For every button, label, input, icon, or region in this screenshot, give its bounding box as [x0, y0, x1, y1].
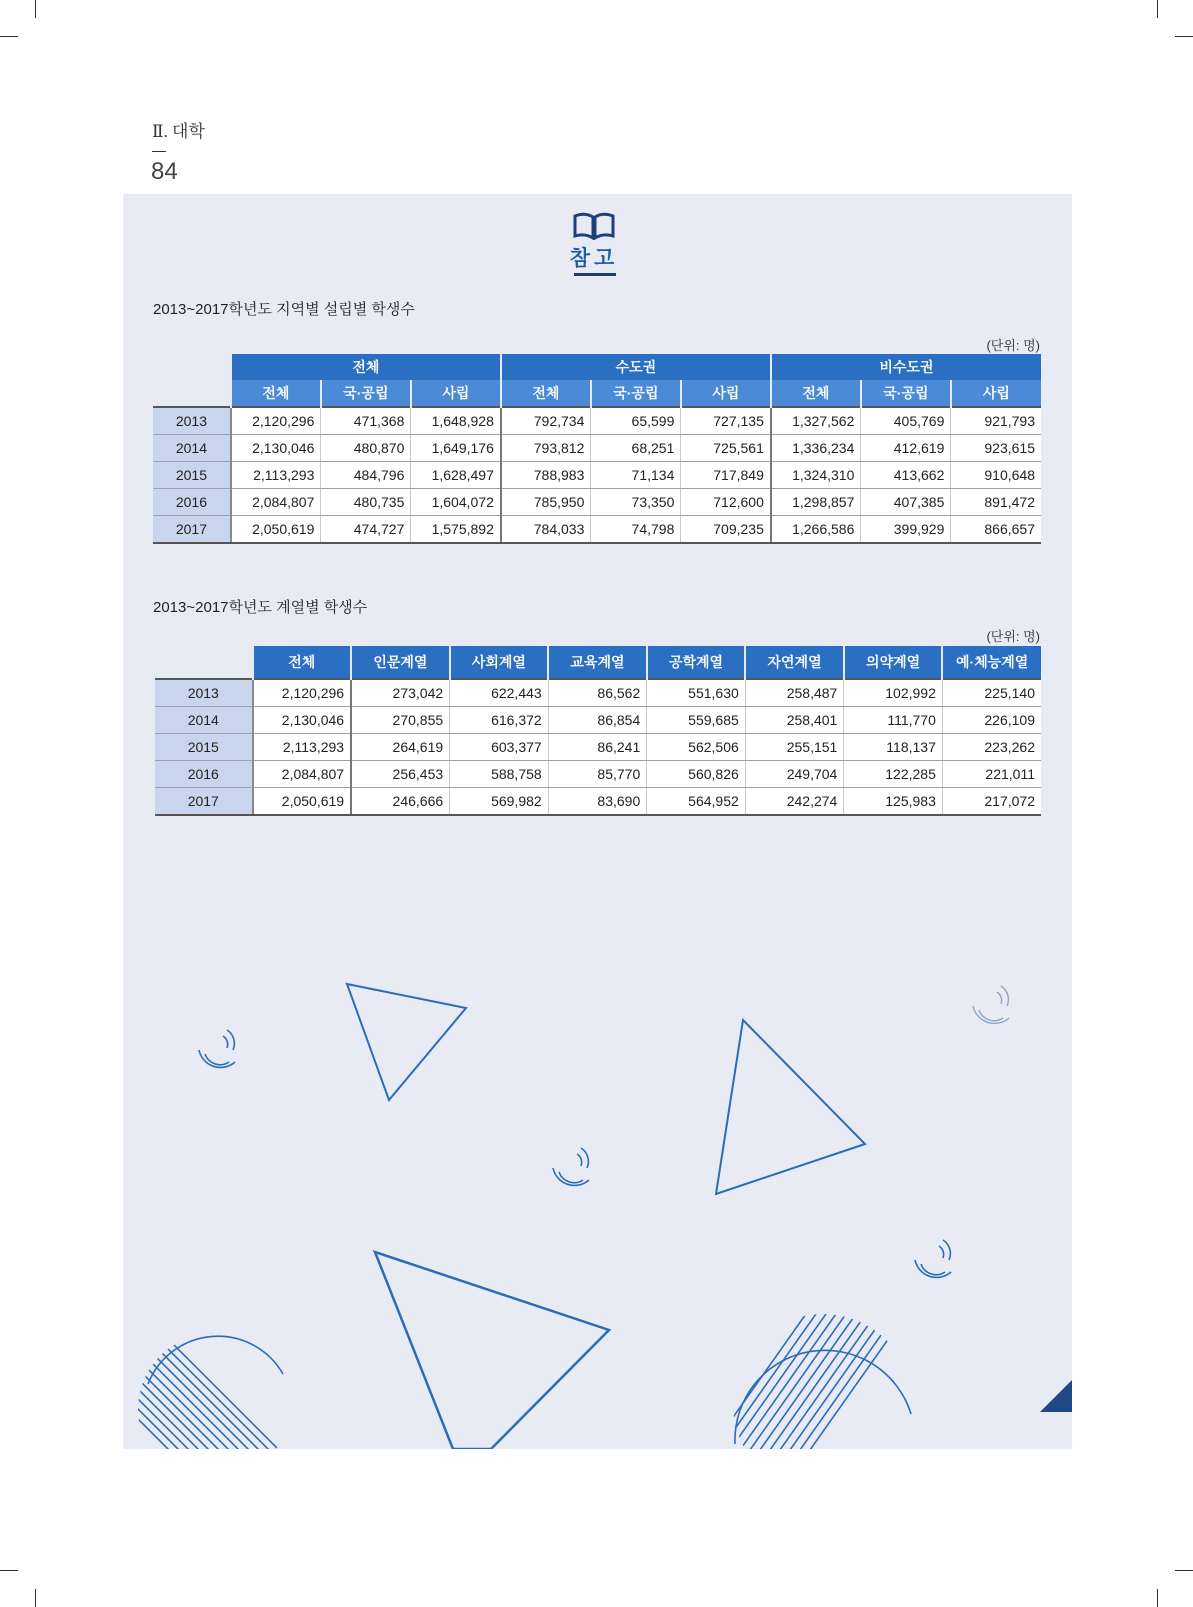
- spiral-arcs: [199, 1030, 235, 1067]
- value-cell: 2,084,807: [253, 761, 352, 788]
- table1-unit: (단위: 명): [986, 338, 1040, 353]
- spiral-arcs: [553, 1148, 589, 1185]
- value-cell: 405,769: [861, 407, 951, 435]
- value-cell: 921,793: [951, 407, 1041, 435]
- value-cell: 86,241: [548, 734, 647, 761]
- value-cell: 1,266,586: [771, 516, 861, 544]
- page-number: 84: [151, 158, 178, 185]
- value-cell: 1,327,562: [771, 407, 861, 435]
- sub-header: 국·공립: [591, 380, 681, 407]
- value-cell: 68,251: [591, 435, 681, 462]
- value-cell: 1,628,497: [411, 462, 501, 489]
- value-cell: 118,137: [844, 734, 943, 761]
- value-cell: 226,109: [942, 707, 1041, 734]
- value-cell: 2,113,293: [253, 734, 352, 761]
- circle-outline: [735, 1350, 911, 1444]
- chapter-label: Ⅱ. 대학: [152, 122, 205, 141]
- value-cell: 471,368: [321, 407, 411, 435]
- year-cell: 2014: [153, 435, 231, 462]
- year-cell: 2013: [155, 679, 253, 707]
- value-cell: 249,704: [745, 761, 844, 788]
- value-cell: 217,072: [942, 788, 1041, 816]
- value-cell: 616,372: [450, 707, 549, 734]
- value-cell: 569,982: [450, 788, 549, 816]
- value-cell: 725,561: [681, 435, 771, 462]
- value-cell: 65,599: [591, 407, 681, 435]
- value-cell: 560,826: [647, 761, 746, 788]
- value-cell: 788,983: [501, 462, 591, 489]
- value-cell: 2,120,296: [253, 679, 352, 707]
- value-cell: 258,401: [745, 707, 844, 734]
- crop-mark: [1175, 1570, 1193, 1571]
- value-cell: 785,950: [501, 489, 591, 516]
- value-cell: 125,983: [844, 788, 943, 816]
- value-cell: 1,649,176: [411, 435, 501, 462]
- crop-mark: [1157, 0, 1158, 18]
- column-header: 인문계열: [351, 646, 450, 679]
- value-cell: 1,298,857: [771, 489, 861, 516]
- reference-label: 참고: [569, 247, 619, 270]
- value-cell: 588,758: [450, 761, 549, 788]
- value-cell: 709,235: [681, 516, 771, 544]
- value-cell: 86,562: [548, 679, 647, 707]
- value-cell: 1,648,928: [411, 407, 501, 435]
- value-cell: 83,690: [548, 788, 647, 816]
- value-cell: 1,336,234: [771, 435, 861, 462]
- year-cell: 2015: [153, 462, 231, 489]
- value-cell: 2,120,296: [231, 407, 321, 435]
- value-cell: 255,151: [745, 734, 844, 761]
- value-cell: 225,140: [942, 679, 1041, 707]
- group-header: 비수도권: [771, 354, 1041, 380]
- value-cell: 564,952: [647, 788, 746, 816]
- chapter-rule: [152, 151, 166, 152]
- value-cell: 2,113,293: [231, 462, 321, 489]
- value-cell: 74,798: [591, 516, 681, 544]
- value-cell: 73,350: [591, 489, 681, 516]
- value-cell: 399,929: [861, 516, 951, 544]
- value-cell: 891,472: [951, 489, 1041, 516]
- year-cell: 2016: [155, 761, 253, 788]
- value-cell: 2,050,619: [231, 516, 321, 544]
- value-cell: 717,849: [681, 462, 771, 489]
- value-cell: 622,443: [450, 679, 549, 707]
- value-cell: 264,619: [351, 734, 450, 761]
- value-cell: 474,727: [321, 516, 411, 544]
- table2-title: 2013~2017학년도 계열별 학생수: [153, 599, 368, 616]
- year-cell: 2015: [155, 734, 253, 761]
- value-cell: 923,615: [951, 435, 1041, 462]
- sub-header: 전체: [231, 380, 321, 407]
- value-cell: 784,033: [501, 516, 591, 544]
- group-header: 수도권: [501, 354, 771, 380]
- column-header: 교육계열: [548, 646, 647, 679]
- value-cell: 85,770: [548, 761, 647, 788]
- value-cell: 793,812: [501, 435, 591, 462]
- value-cell: 712,600: [681, 489, 771, 516]
- spiral-arcs: [973, 986, 1009, 1023]
- value-cell: 727,135: [681, 407, 771, 435]
- column-header: 의약계열: [844, 646, 943, 679]
- value-cell: 221,011: [942, 761, 1041, 788]
- table1-title: 2013~2017학년도 지역별 설립별 학생수: [153, 301, 415, 318]
- triangle-shape: [716, 1020, 865, 1194]
- crop-mark: [35, 1589, 36, 1607]
- crop-mark: [0, 36, 18, 37]
- sub-header: 전체: [771, 380, 861, 407]
- value-cell: 562,506: [647, 734, 746, 761]
- sub-header: 전체: [501, 380, 591, 407]
- value-cell: 86,854: [548, 707, 647, 734]
- group-header: 전체: [231, 354, 501, 380]
- triangle-shape: [375, 1252, 609, 1449]
- value-cell: 270,855: [351, 707, 450, 734]
- value-cell: 480,870: [321, 435, 411, 462]
- value-cell: 480,735: [321, 489, 411, 516]
- value-cell: 1,324,310: [771, 462, 861, 489]
- crop-mark: [35, 0, 36, 18]
- value-cell: 102,992: [844, 679, 943, 707]
- value-cell: 2,050,619: [253, 788, 352, 816]
- sub-header: 국·공립: [861, 380, 951, 407]
- column-header: 자연계열: [745, 646, 844, 679]
- value-cell: 407,385: [861, 489, 951, 516]
- column-header: 전체: [253, 646, 352, 679]
- reference-panel: [123, 194, 1072, 1449]
- sub-header: 사립: [681, 380, 771, 407]
- value-cell: 559,685: [647, 707, 746, 734]
- value-cell: 2,130,046: [253, 707, 352, 734]
- sub-header: 사립: [411, 380, 501, 407]
- value-cell: 412,619: [861, 435, 951, 462]
- year-cell: 2014: [155, 707, 253, 734]
- crop-mark: [0, 1570, 18, 1571]
- crop-mark: [1157, 1589, 1158, 1607]
- value-cell: 256,453: [351, 761, 450, 788]
- value-cell: 413,662: [861, 462, 951, 489]
- sub-header: 사립: [951, 380, 1041, 407]
- decorative-shapes: [123, 194, 1072, 1449]
- column-header: 사회계열: [450, 646, 549, 679]
- value-cell: 122,285: [844, 761, 943, 788]
- corner-fold: [1040, 1380, 1072, 1412]
- triangle-shape: [347, 984, 466, 1100]
- value-cell: 2,130,046: [231, 435, 321, 462]
- spiral-arcs: [915, 1240, 951, 1277]
- column-header: 예·체능계열: [942, 646, 1041, 679]
- hatched-circle: [693, 1304, 913, 1449]
- value-cell: 242,274: [745, 788, 844, 816]
- sub-header: 국·공립: [321, 380, 411, 407]
- value-cell: 1,575,892: [411, 516, 501, 544]
- hatched-circle: [123, 1294, 323, 1449]
- crop-mark: [1175, 36, 1193, 37]
- value-cell: 273,042: [351, 679, 450, 707]
- column-header: 공학계열: [647, 646, 746, 679]
- year-cell: 2017: [153, 516, 231, 544]
- year-cell: 2016: [153, 489, 231, 516]
- year-cell: 2017: [155, 788, 253, 816]
- value-cell: 484,796: [321, 462, 411, 489]
- value-cell: 1,604,072: [411, 489, 501, 516]
- value-cell: 866,657: [951, 516, 1041, 544]
- year-cell: 2013: [153, 407, 231, 435]
- value-cell: 792,734: [501, 407, 591, 435]
- value-cell: 71,134: [591, 462, 681, 489]
- table2-unit: (단위: 명): [986, 629, 1040, 644]
- value-cell: 2,084,807: [231, 489, 321, 516]
- value-cell: 551,630: [647, 679, 746, 707]
- value-cell: 246,666: [351, 788, 450, 816]
- value-cell: 603,377: [450, 734, 549, 761]
- value-cell: 258,487: [745, 679, 844, 707]
- value-cell: 223,262: [942, 734, 1041, 761]
- value-cell: 910,648: [951, 462, 1041, 489]
- value-cell: 111,770: [844, 707, 943, 734]
